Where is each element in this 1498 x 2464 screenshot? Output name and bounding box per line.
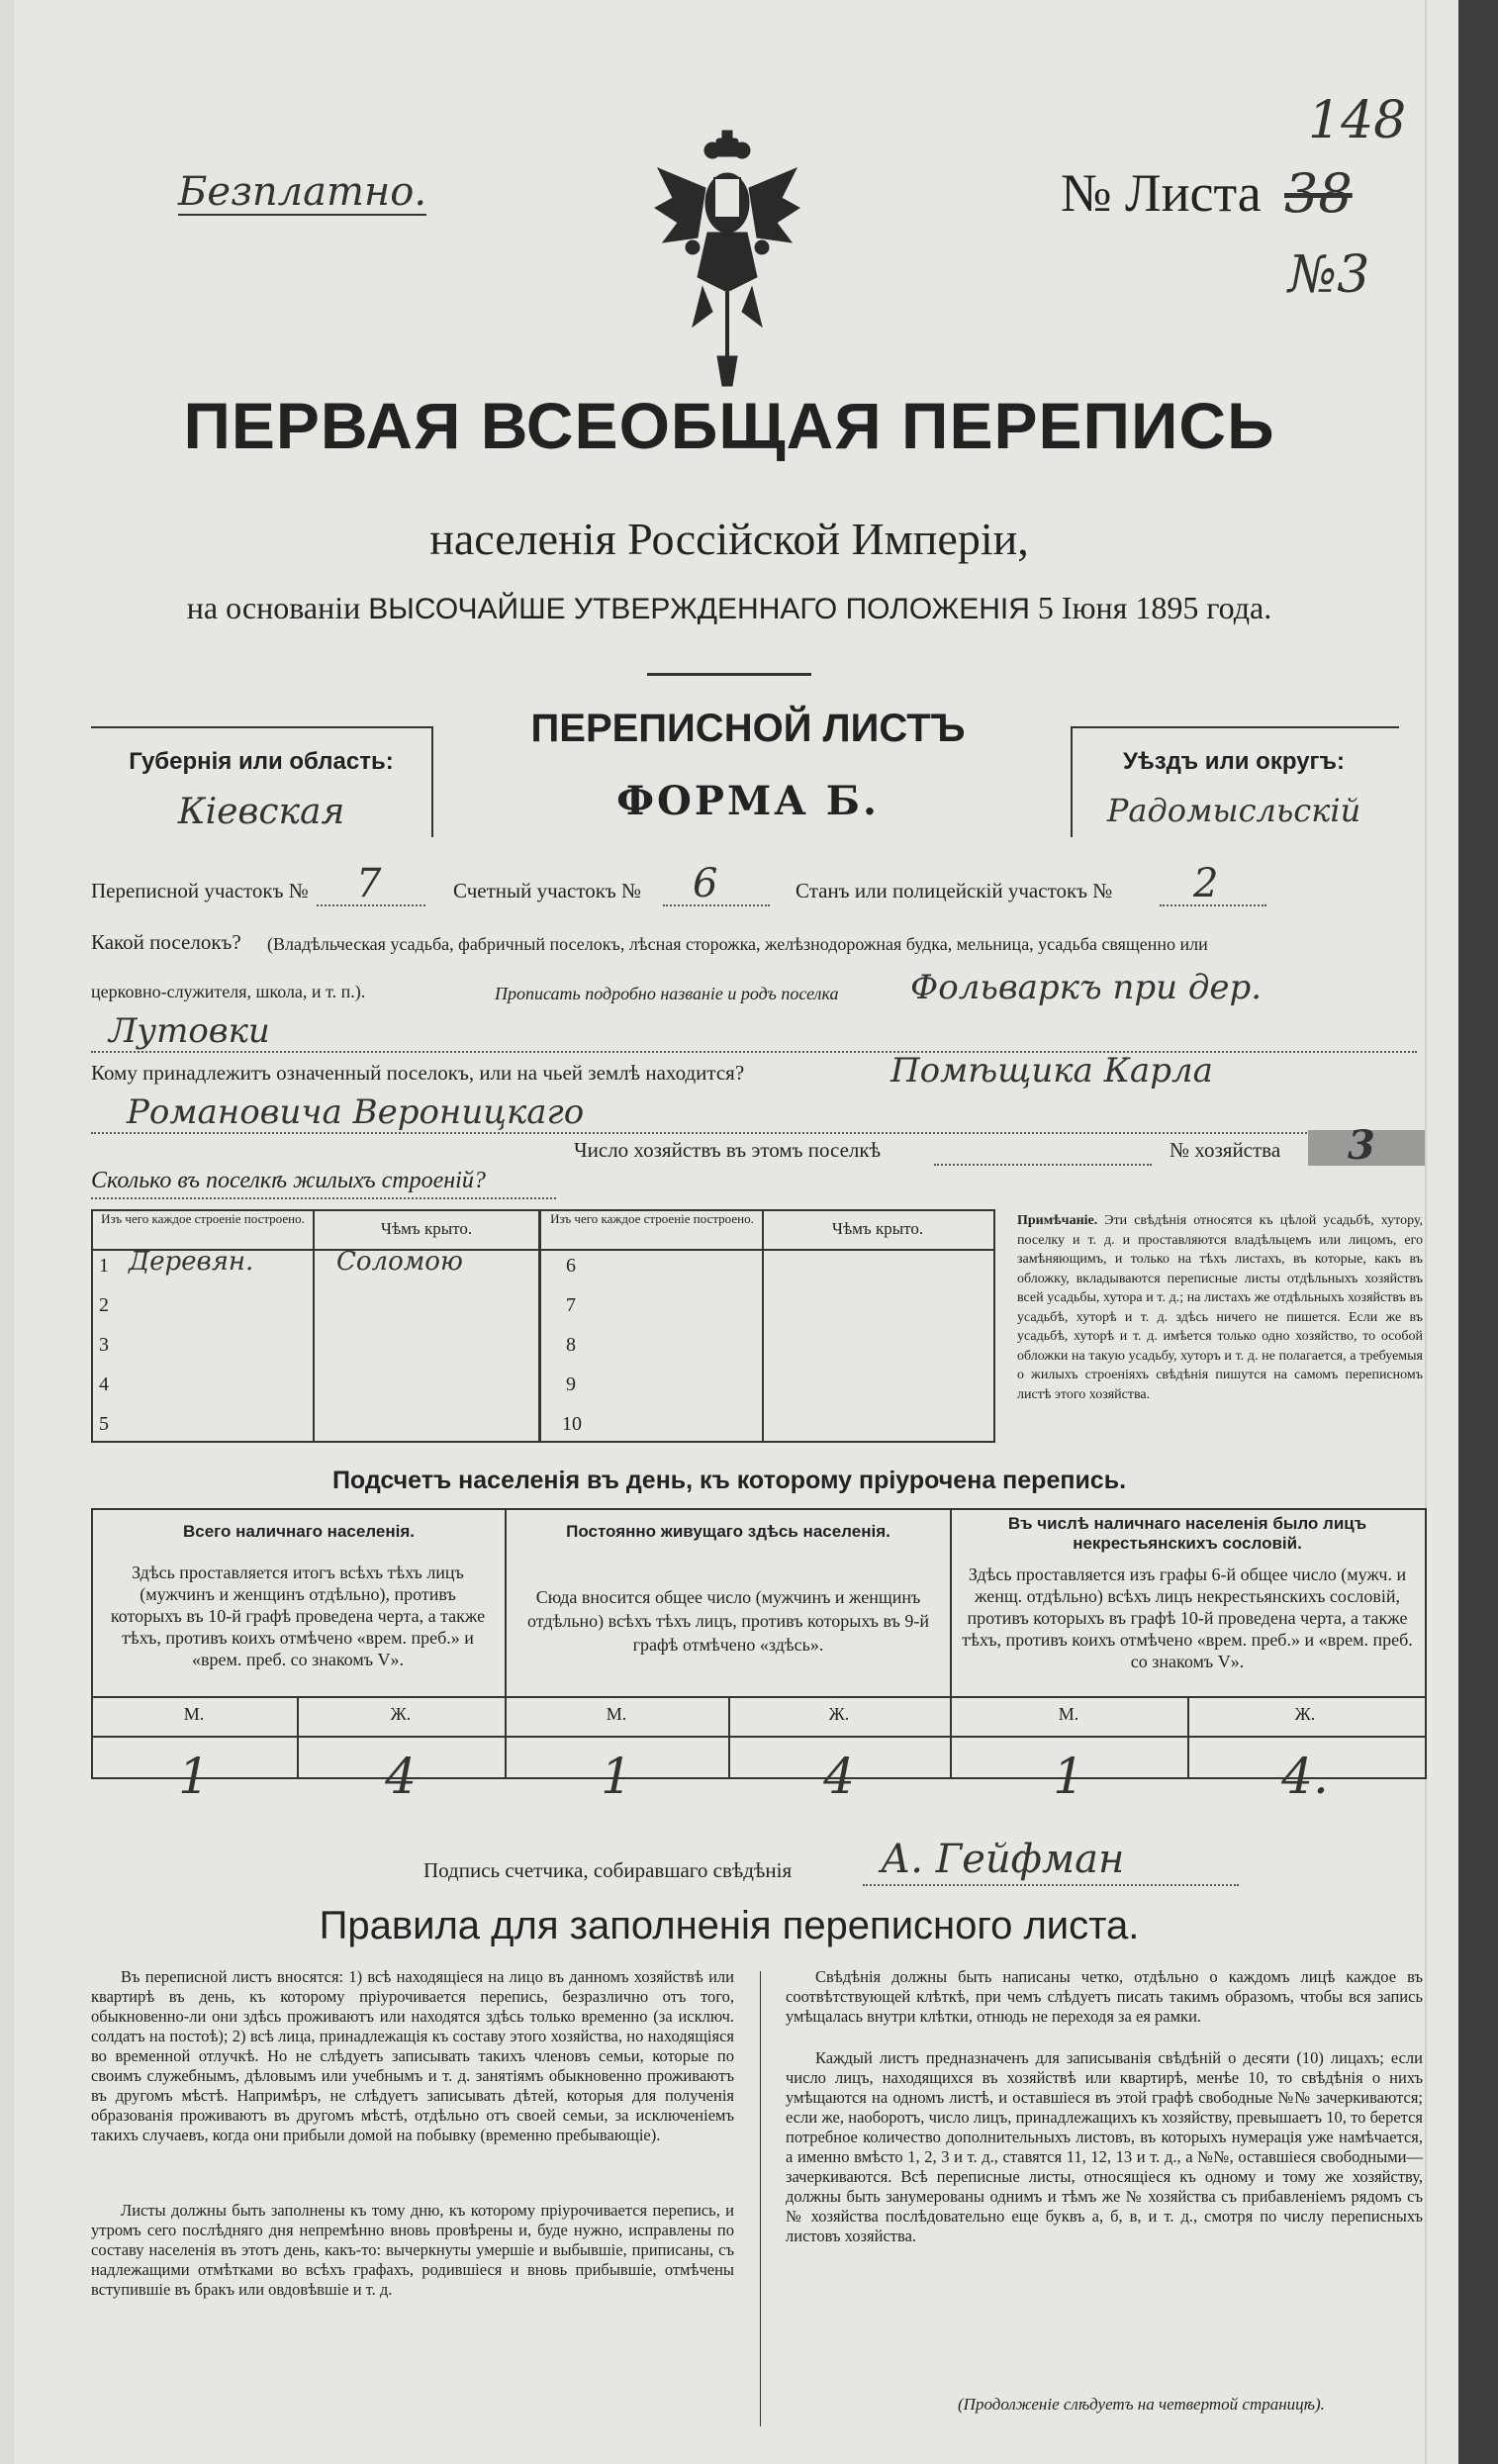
owner-line: [91, 1132, 1417, 1134]
households-line: [934, 1164, 1152, 1166]
male-header: М.: [183, 1704, 205, 1724]
settlement-value-1: Фольваркъ при дер.: [910, 968, 1263, 1007]
col2-head: Постоянно живущаго здѣсь населенія.: [566, 1522, 890, 1541]
col1-head: Всего наличнаго населенія.: [183, 1522, 415, 1541]
settlement-hint: (Владѣльческая усадьба, фабричный поселокъ, лѣсная сторожка, желѣзнодорожная будка, мельница, усадьба священно или: [267, 934, 1208, 954]
male-header: М.: [1058, 1704, 1079, 1724]
main-title: ПЕРВАЯ ВСЕОБЩАЯ ПЕРЕПИСЬ: [183, 389, 1275, 462]
buildings-table: [91, 1209, 995, 1443]
table-divider: [313, 1209, 315, 1441]
signature-label: Подпись счетчика, собиравшаго свѣдѣнія: [423, 1858, 793, 1882]
census-area-label: Переписной участокъ №: [91, 879, 309, 902]
row-roof: Соломою: [336, 1247, 463, 1277]
settlement-label: Какой поселокъ?: [91, 930, 241, 954]
subtitle: населенія Россійской Имперіи,: [429, 514, 1029, 564]
row-material: Деревян.: [129, 1247, 254, 1277]
rules-title: Правила для заполненія переписного листа.: [319, 1904, 1140, 1947]
census-area-value: 7: [356, 861, 382, 906]
nonpeasant-female-value: 4.: [1281, 1748, 1329, 1805]
row-number: 9: [566, 1374, 576, 1395]
row-number: 6: [566, 1255, 576, 1277]
count-area-label: Счетный участокъ №: [453, 879, 642, 902]
province-label: Губернія или область:: [129, 748, 394, 775]
buildings-label: Сколько въ поселкѣ жилыхъ строеній?: [91, 1168, 486, 1193]
rules-right-p2: Каждый листъ предназначенъ для записыванія свѣдѣній о десяти (10) лицахъ; если число лицъ, находящихся въ хозяйствѣ или квартирѣ, менѣе 10, то свѣдѣнія о нихъ умѣщаются на одномъ листѣ, и оставшіеся въ этой графѣ свободные №№ зачеркиваются; если же, наоборотъ, число лицъ, принадлежащихъ къ хозяйству, превышаетъ 10, то берется потребное количество дополнительныхъ листовъ, въ которыхъ нумерація уже намѣчается, а именно вмѣсто 1, 2, 3 и т. д., ставятся 11, 12, 13 и т. д., а №№, оставшіеся свободными—зачеркиваются. Всѣ переписные листы, относящіеся къ одному и тому же хозяйству, должны быть занумерованы однимъ и тѣмъ же № хозяйства съ прибавленіемъ рядомъ съ № хозяйства послѣдовательно еще буквъ а, б, в, и т. д., смотря по числу переписныхъ листовъ хозяйства.: [786, 2048, 1423, 2245]
rules-right-p1: Свѣдѣнія должны быть написаны четко, отдѣльно о каждомъ лицѣ каждое въ соотвѣтствующей клѣткѣ, при чемъ слѣдуетъ писать такимъ образомъ, чтобы вся запись умѣщалась внутри клѣтки, отнюдь не переходя за ея рамки.: [786, 1967, 1423, 2026]
col3-text: Здѣсь проставляется изъ графы 6-й общее число (мужч. и женщ. отдѣльно) всѣхъ лицъ некрестьянскихъ сословій, противъ которыхъ въ графѣ 10-й проведена черта, а также тѣхъ, противъ коихъ отмѣчено «врем. преб.» и «врем. преб. со знакомъ V».: [962, 1564, 1413, 1671]
settlement-line: [91, 1051, 1417, 1053]
present-female-value: 4: [385, 1748, 417, 1805]
police-area-value: 2: [1193, 861, 1219, 906]
table-divider: [538, 1209, 541, 1441]
col-material-right: Изъ чего каждое строеніе построено.: [550, 1211, 754, 1226]
row-number: 10: [562, 1413, 582, 1435]
female-header: Ж.: [828, 1704, 850, 1724]
title-divider: [647, 673, 811, 676]
table-line: [91, 1696, 1425, 1698]
households-label: Число хозяйствъ въ этомъ поселкѣ: [574, 1138, 881, 1162]
row-number: 7: [566, 1294, 576, 1316]
col-material-left: Изъ чего каждое строеніе построено.: [101, 1211, 305, 1226]
household-number-value: 3: [1348, 1122, 1375, 1169]
sheet-number-label: № Листа: [1061, 163, 1262, 223]
resident-female-value: 4: [823, 1748, 855, 1805]
settlement-instruction: Прописать подробно названіе и родъ поселка: [495, 984, 839, 1003]
present-male-value: 1: [178, 1748, 210, 1805]
note-head: Примѣчаніе.: [1017, 1213, 1098, 1228]
sheet-number-handwritten: 148: [1308, 91, 1407, 150]
police-area-label: Станъ или полицейскій участокъ №: [796, 879, 1113, 902]
imperial-eagle-emblem: [653, 129, 801, 401]
sheet-title: ПЕРЕПИСНОЙ ЛИСТЪ: [530, 707, 966, 750]
owner-label: Кому принадлежитъ означенный поселокъ, или на чьей землѣ находится?: [91, 1061, 745, 1085]
col2-text: Сюда вносится общее число (мужчинъ и женщинъ отдѣльно) всѣхъ тѣхъ лицъ, противъ которыхъ въ 9-й графѣ отмѣчено «здѣсь».: [527, 1587, 929, 1655]
rules-divider: [760, 1971, 761, 2426]
rules-left-p1: Въ переписной листъ вносятся: 1) всѣ находящіеся на лицо въ данномъ хозяйствѣ или квартирѣ въ день, къ которому пріурочивается перепись, безразлично отъ того, обыкновенно-ли они здѣсь проживаютъ или находятся здѣсь только временно (за исключ. солдатъ на постоѣ); 2) всѣ лица, принадлежащія къ составу этого хозяйства, но находящіяся во временной отлучкѣ. Но не слѣдуетъ записывать такихъ членовъ семьи, которые по своимъ служебнымъ, дѣловымъ или учебнымъ и т. д. занятіямъ обыкновенно проживаютъ въ другомъ мѣстѣ. Напримѣръ, не слѣдуетъ записывать дѣтей, которыя для полученія образованія проживаютъ въ другомъ мѣстѣ, отдѣльно отъ своей семьи, за исключеніемъ такихъ случаевъ, когда они прибыли домой на побывку (временно пребывающіе).: [91, 1967, 734, 2144]
note-block: [1017, 1211, 1423, 1404]
owner-value-1: Помѣщика Карла: [890, 1051, 1213, 1090]
household-mark: №3: [1288, 245, 1370, 305]
row-number: 4: [99, 1374, 109, 1395]
col1-text: Здѣсь проставляется итогъ всѣхъ тѣхъ лицъ (мужчинъ и женщинъ отдѣльно), противъ которыхъ въ 10-й графѣ проведена черта, а также тѣхъ, противъ коихъ отмѣчено «врем. преб.» и «врем. преб. со знакомъ V».: [110, 1563, 486, 1669]
fold-line: [1425, 0, 1427, 2464]
row-number: 3: [99, 1334, 109, 1356]
table-line: [91, 1736, 1425, 1738]
decree-caps: ВЫСОЧАЙШЕ УТВЕРЖДЕННАГО ПОЛОЖЕНІЯ: [368, 593, 1030, 625]
female-header: Ж.: [390, 1704, 412, 1724]
household-number-label: № хозяйства: [1170, 1138, 1281, 1162]
settlement-hint-2: церковно-служителя, школа, и т. п.).: [91, 982, 366, 1001]
row-number: 5: [99, 1413, 109, 1435]
signature-value: А. Гейфман: [881, 1837, 1125, 1882]
province-value: Кіевская: [177, 792, 345, 832]
col-roof-right: Чѣмъ крыто.: [831, 1219, 924, 1238]
col3-head: Въ числѣ наличнаго населенія было лицъ некрестьянскихъ сословій.: [1007, 1514, 1367, 1553]
count-area-value: 6: [693, 861, 718, 906]
decree-line: [0, 590, 1458, 626]
row-number: 2: [99, 1294, 109, 1316]
district-label: Уѣздъ или округъ:: [1122, 748, 1346, 775]
scan-background: [1458, 0, 1498, 2464]
free-label: Безплатно.: [178, 169, 427, 215]
district-value: Радомысльскій: [1106, 792, 1361, 829]
row-number: 1: [99, 1255, 109, 1277]
female-header: Ж.: [1294, 1704, 1316, 1724]
row-number: 8: [566, 1334, 576, 1356]
male-header: М.: [606, 1704, 627, 1724]
decree-prefix: на основаніи: [186, 590, 361, 625]
owner-value-2: Романовича Вероницкаго: [127, 1092, 585, 1132]
buildings-line: [91, 1197, 556, 1199]
form-name: ФОРМА Б.: [616, 778, 880, 824]
nonpeasant-male-value: 1: [1053, 1748, 1084, 1805]
signature-line: [863, 1884, 1239, 1886]
table-divider: [762, 1209, 764, 1441]
resident-male-value: 1: [601, 1748, 632, 1805]
settlement-value-2: Лутовки: [109, 1011, 270, 1051]
note-text: Эти свѣдѣнія относятся къ цѣлой усадьбѣ, хутору, поселку и т. д. и проставляются владѣльцемъ или лицомъ, его замѣняющимъ, и только на тѣхъ листахъ, въ которые, какъ въ обложку, вкладываются переписные листы отдѣльныхъ хозяйствъ всей усадьбы, хутора и т. д.; на листахъ же отдѣльныхъ хозяйствъ въ усадьбѣ, хуторѣ и т. д. здѣсь ничего не пишется. Если же въ усадьбѣ, хуторѣ и т. д. имѣется только одно хозяйство, то особой обложки на такую усадьбу, хуторъ и т. д. не полагается, а требуемыя о жилыхъ строеніяхъ свѣдѣнія пишутся на самомъ переписномъ листѣ этого хозяйства.: [1017, 1213, 1424, 1402]
sheet-number-struck: 38: [1284, 162, 1353, 225]
col-roof-left: Чѣмъ крыто.: [380, 1219, 473, 1238]
decree-suffix: 5 Іюня 1895 года.: [1037, 590, 1272, 625]
rules-left-p2: Листы должны быть заполнены къ тому дню, къ которому пріурочивается перепись, и утромъ сего послѣдняго дня непремѣнно вновь провѣрены и, буде нужно, исправлены по составу населенія въ этотъ день, какъ-то: вычеркнуты умершіе и выбывшіе, приписаны, съ надлежащими отмѣтками во всѣхъ графахъ, родившіеся и вновь прибывшіе, отмѣчены вступившіе въ бракъ или овдовѣвшіе и т. д.: [91, 2201, 734, 2299]
rules-continued: (Продолженіе слѣдуетъ на четвертой страницѣ).: [958, 2395, 1325, 2414]
population-title: Подсчетъ населенія въ день, къ которому пріурочена перепись.: [331, 1467, 1127, 1494]
